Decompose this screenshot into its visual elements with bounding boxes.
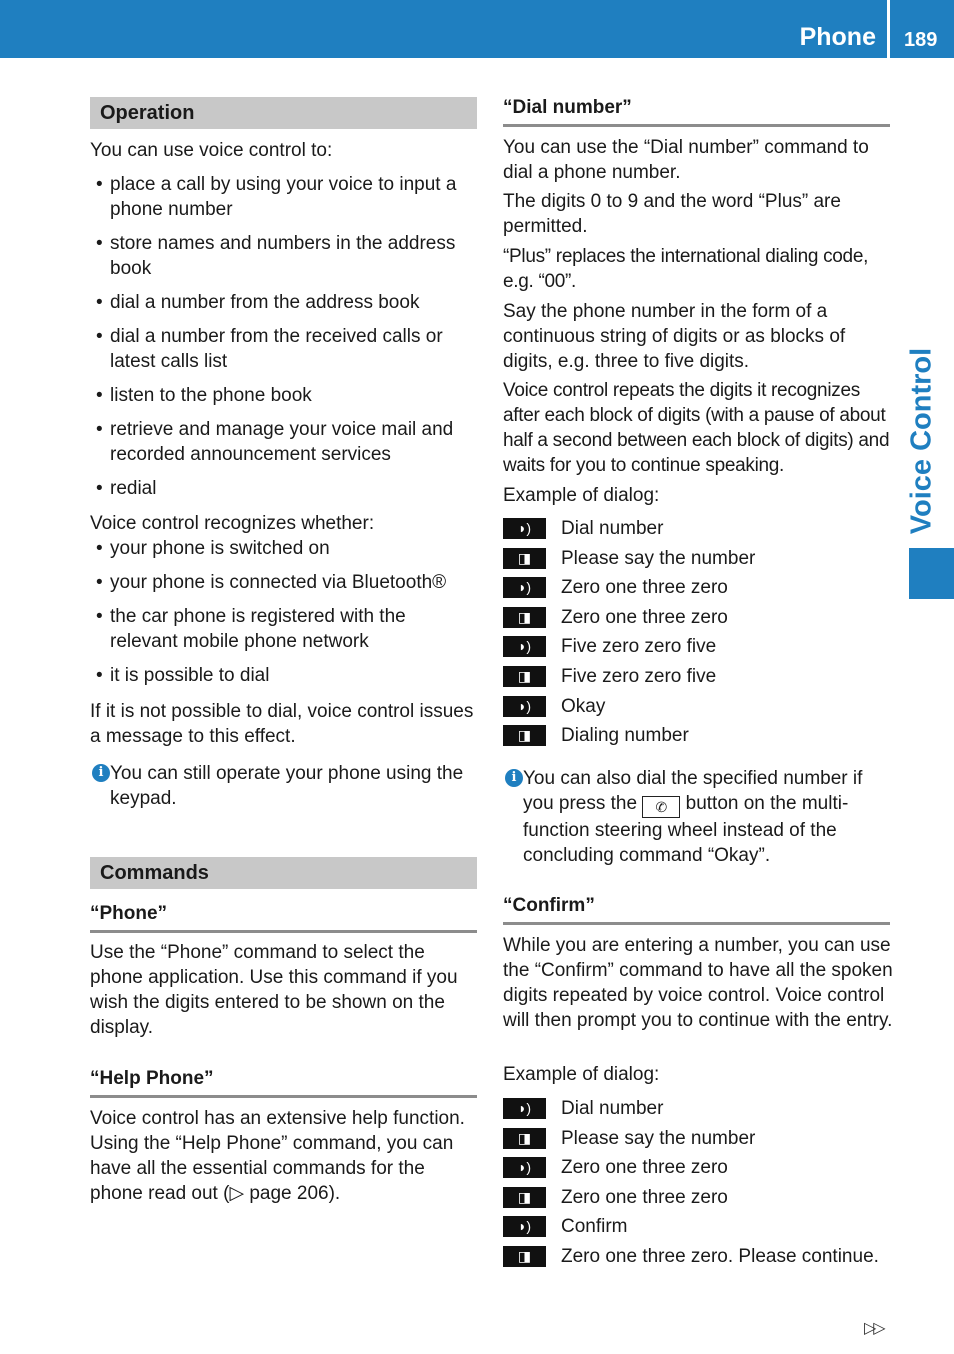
speaker-user-icon: ◗) bbox=[503, 696, 546, 717]
confirm-dialog bbox=[503, 1096, 890, 1274]
dial-paragraph: You can use the “Dial number” command to dial a phone number. bbox=[503, 137, 869, 183]
dial-number-heading: “Dial number” bbox=[503, 95, 890, 127]
speaker-user-icon: ◗) bbox=[503, 1098, 546, 1119]
dialog-row: ◨ Please say the number bbox=[503, 1126, 890, 1156]
list-item: • listen to the phone book bbox=[96, 385, 312, 406]
system-voice-icon: ◨ bbox=[503, 548, 546, 569]
dialog-row: ◨ Five zero zero five bbox=[503, 664, 890, 694]
dial-paragraph: Example of dialog: bbox=[503, 485, 660, 506]
info-icon: i bbox=[505, 769, 523, 787]
side-tab-title: Voice Control bbox=[905, 347, 938, 535]
list-item: • retrieve and manage your voice mail and recorded announcement services bbox=[96, 419, 454, 465]
phone-key-icon: ✆ bbox=[642, 796, 680, 818]
help-phone-heading: “Help Phone” bbox=[90, 1066, 477, 1098]
system-voice-icon: ◨ bbox=[503, 1128, 546, 1149]
dialog-row: ◨ Please say the number bbox=[503, 546, 890, 576]
dialog-row: ◨ Zero one three zero bbox=[503, 1185, 890, 1215]
not-possible-text: If it is not possible to dial, voice control issues a message to this effect. bbox=[90, 701, 474, 747]
confirm-text: While you are entering a number, you can use the “Confirm” command to have all the spoken digits repeated by voice control. Voice control will then prompt you to continue with the entry. bbox=[503, 935, 893, 1031]
help-phone-text: Voice control has an extensive help function. Using the “Help Phone” command, you can have all the essential commands for the phone read out (▷ page 206). bbox=[90, 1108, 465, 1204]
dial-paragraph: The digits 0 to 9 and the word “Plus” are permitted. bbox=[503, 191, 841, 237]
system-voice-icon: ◨ bbox=[503, 725, 546, 746]
dial-paragraph: Say the phone number in the form of a continuous string of digits or as blocks of digits, e.g. three to five digits. bbox=[503, 301, 846, 372]
dialog-row: ◗) Dial number bbox=[503, 1096, 890, 1126]
list-item: • it is possible to dial bbox=[96, 665, 270, 686]
speaker-user-icon: ◗) bbox=[503, 518, 546, 539]
system-voice-icon: ◨ bbox=[503, 1187, 546, 1208]
dialog-row: ◗) Zero one three zero bbox=[503, 575, 890, 605]
dial-paragraph: Voice control repeats the digits it recognizes after each block of digits (with a pause of about half a second between each block of digits) and waits for you to continue speaking. bbox=[503, 380, 890, 476]
info-note: i You can also dial the specified number if you press the ✆ button on the multi-function steering wheel instead of the concluding command “Okay”. bbox=[503, 766, 893, 868]
list-item: • place a call by using your voice to input a phone number bbox=[96, 174, 457, 220]
system-voice-icon: ◨ bbox=[503, 607, 546, 628]
info-note: i You can still operate your phone using the keypad. bbox=[90, 761, 480, 811]
confirm-example-label: Example of dialog: bbox=[503, 1064, 660, 1085]
phone-command-heading: “Phone” bbox=[90, 901, 477, 933]
speaker-user-icon: ◗) bbox=[503, 1216, 546, 1237]
list-item: • redial bbox=[96, 478, 157, 499]
list-item: • the car phone is registered with the relevant mobile phone network bbox=[96, 606, 406, 652]
dialog-row: ◗) Zero one three zero bbox=[503, 1155, 890, 1185]
dialog-row: ◗) Okay bbox=[503, 694, 890, 724]
recognizes-list bbox=[90, 536, 477, 697]
list-item: • your phone is switched on bbox=[96, 538, 330, 559]
operation-intro: You can use voice control to: bbox=[90, 140, 333, 161]
dial-dialog bbox=[503, 516, 890, 753]
dialog-row: ◨ Dialing number bbox=[503, 723, 890, 753]
phone-command-text: Use the “Phone” command to select the phone application. Use this command if you wish the digits entered to be shown on the display. bbox=[90, 942, 458, 1038]
speaker-user-icon: ◗) bbox=[503, 1157, 546, 1178]
info-icon: i bbox=[92, 764, 110, 782]
page-number: 189 bbox=[904, 29, 938, 51]
speaker-user-icon: ◗) bbox=[503, 636, 546, 657]
dialog-row: ◗) Confirm bbox=[503, 1214, 890, 1244]
continue-arrows-icon: ▷▷ bbox=[864, 1320, 883, 1337]
dialog-row: ◨ Zero one three zero. Please continue. bbox=[503, 1244, 890, 1274]
recognizes-intro: Voice control recognizes whether: bbox=[90, 513, 375, 534]
operation-heading: Operation bbox=[90, 97, 477, 129]
list-item: • store names and numbers in the address book bbox=[96, 233, 456, 279]
system-voice-icon: ◨ bbox=[503, 666, 546, 687]
side-tab-marker bbox=[909, 548, 954, 599]
dial-paragraph: “Plus” replaces the international dialing code, e.g. “00”. bbox=[503, 246, 869, 292]
dialog-row: ◨ Zero one three zero bbox=[503, 605, 890, 635]
confirm-heading: “Confirm” bbox=[503, 893, 890, 925]
system-voice-icon: ◨ bbox=[503, 1246, 546, 1267]
section-title: Phone bbox=[799, 23, 876, 51]
operation-list bbox=[90, 172, 477, 510]
commands-heading: Commands bbox=[90, 857, 477, 889]
dialog-row: ◗) Five zero zero five bbox=[503, 634, 890, 664]
header-divider bbox=[887, 0, 890, 58]
list-item: • your phone is connected via Bluetooth® bbox=[96, 572, 447, 593]
header-bar bbox=[0, 0, 954, 58]
speaker-user-icon: ◗) bbox=[503, 577, 546, 598]
list-item: • dial a number from the address book bbox=[96, 292, 420, 313]
dialog-row: ◗) Dial number bbox=[503, 516, 890, 546]
list-item: • dial a number from the received calls or latest calls list bbox=[96, 326, 443, 372]
